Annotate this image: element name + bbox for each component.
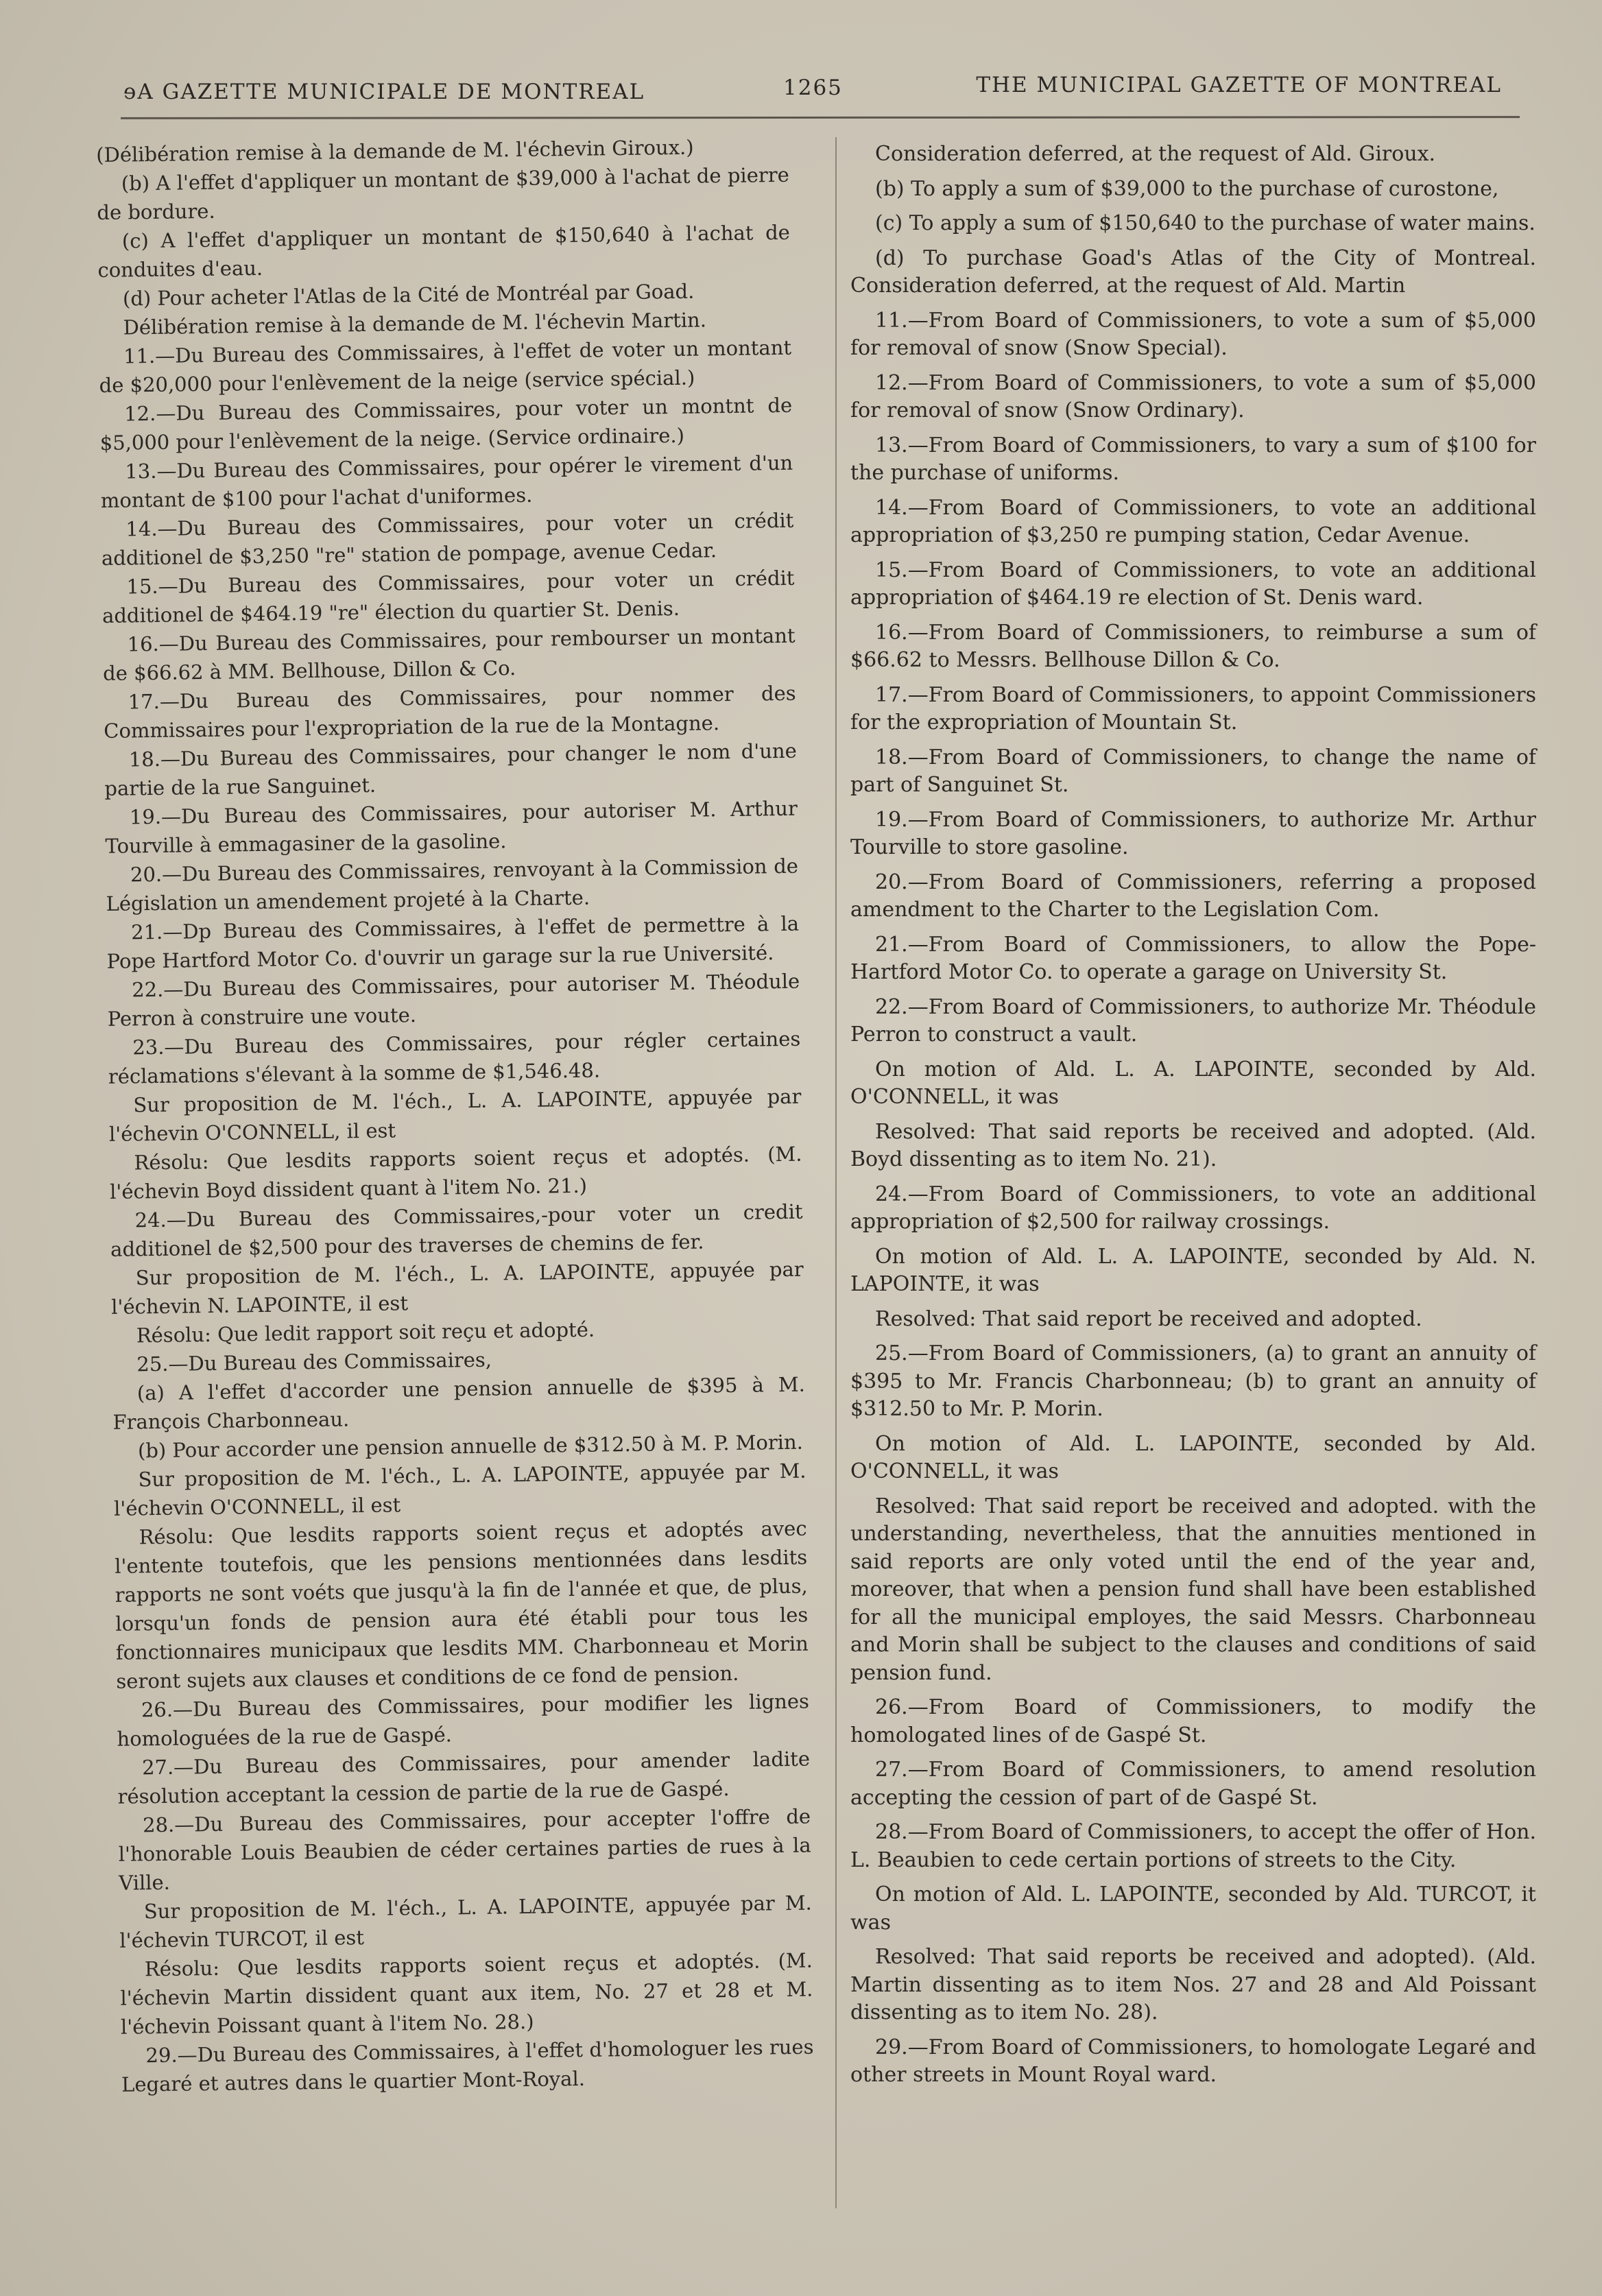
paragraph: 21.—Dp Bureau des Commissaires, à l'effet de permettre à la Pope Hartford Motor Co. d'ouvrir un garage sur la rue Université. (106, 911, 800, 973)
paragraph: 19.—From Board of Commissioners, to authorize Mr. Arthur Tourville to store gasoline. (850, 807, 1536, 859)
paragraph: (a) A l'effet d'accorder une pension annuelle de $395 à M. François Charbonneau. (112, 1372, 806, 1434)
paragraph: Sur proposition de M. l'éch., L. A. LAPOINTE, appuyée par M. l'échevin O'CONNELL, il est (113, 1459, 806, 1520)
paragraph: (b) Pour accorder une pension annuelle de $312.50 à M. P. Morin. (137, 1430, 804, 1463)
paragraph: 16.—From Board of Commissioners, to reimburse a sum of $66.62 to Messrs. Bellhouse Dillon & Co. (850, 620, 1536, 672)
paragraph: 14.—Du Bureau des Commissaires, pour voter un crédit additionel de $3,250 "re" station de pompage, avenue Cedar. (101, 508, 794, 570)
paragraph: 17.—Du Bureau des Commissaires, pour nommer des Commissaires pour l'expropriation de la rue de la Montagne. (104, 681, 796, 743)
paragraph: (b) A l'effet d'appliquer un montant de $39,000 à l'achat de pierre de bordure. (97, 163, 789, 224)
page-header (123, 71, 1502, 112)
paragraph: Sur proposition de M. l'éch., L. A. LAPOINTE, appuyée par l'échevin O'CONNELL, il est (108, 1084, 802, 1146)
paragraph: 15.—From Board of Commissioners, to vote an additional appropriation of $464.19 re election of St. Denis ward. (850, 558, 1536, 610)
paragraph: (c) To apply a sum of $150,640 to the purchase of water mains. (875, 211, 1535, 235)
english-masthead: THE MUNICIPAL GAZETTE OF MONTREAL (976, 73, 1502, 97)
paragraph: Resolved: That said report be received and adopted. with the understanding, nevertheless, that the annuities mentioned in said reports are only voted until the end of the year and, moreover, that when a pension fund shall have been established for all the municipal employes, the said Messrs. Charbonneau and Morin shall be subject to the clauses and conditions of said pension fund. (850, 1494, 1536, 1685)
paragraph: 18.—Du Bureau des Commissaires, pour changer le nom d'une partie de la rue Sanguinet. (104, 739, 797, 800)
paragraph: 28.—Du Bureau des Commissaires, pour accepter l'offre de l'honorable Louis Beaubien de céder certaines parties de rues à la Ville. (118, 1804, 811, 1895)
paragraph: 15.—Du Bureau des Commissaires, pour voter un crédit additionel de $464.19 "re" élection du quartier St. Denis. (101, 566, 795, 627)
paragraph: 24.—From Board of Commissioners, to vote an additional appropriation of $2,500 for railway crossings. (850, 1182, 1536, 1234)
page-number: 1265 (783, 75, 843, 100)
paragraph: 17.—From Board of Commissioners, to appoint Commissioners for the expropriation of Mountain St. (850, 682, 1536, 734)
paragraph: 11.—From Board of Commissioners, to vote a sum of $5,000 for removal of snow (Snow Special). (850, 308, 1536, 360)
paragraph: On motion of Ald. L. A. LAPOINTE, seconded by Ald. O'CONNELL, it was (850, 1057, 1536, 1109)
english-column (850, 141, 1536, 2096)
paragraph: Résolu: Que lesdits rapports soient reçus et adoptés. (M. l'échevin Martin dissident quant aux item, No. 27 et 28 et M. l'échevin Poissant quant à l'item No. 28.) (120, 1948, 813, 2039)
paragraph: 20.—Du Bureau des Commissaires, renvoyant à la Commission de Législation un amendement projeté à la Charte. (106, 854, 799, 916)
paragraph: 22.—From Board of Commissioners, to authorize Mr. Théodule Perron to construct a vault. (850, 994, 1536, 1047)
paragraph: 25.—Du Bureau des Commissaires, (136, 1348, 492, 1376)
paragraph: Resolved: That said reports be received and adopted. (Ald. Boyd dissenting as to item No. 21). (850, 1119, 1536, 1171)
paragraph: Resolved: That said report be received and adopted. (875, 1306, 1422, 1331)
column-divider (835, 137, 837, 2208)
french-masthead: ɘA GAZETTE MUNICIPALE DE MONTREAL (123, 80, 645, 104)
paragraph: Résolu: Que lesdits rapports soient reçus et adoptés avec l'entente toutefois, que les pensions mentionnées dans lesdits rapports ne sont voéts que jusqu'à la fin de l'année et que, de plus, lorsqu'un fonds de pension aura été établi pour tous les fonctionnaires municipaux que lesdits MM. Charbonneau et Morin seront sujets aux clauses et conditions de ce fond de pension. (114, 1516, 809, 1693)
header-rule (121, 116, 1520, 119)
paragraph: 27.—Du Bureau des Commissaires, pour amender ladite résolution acceptant la cession de partie de la rue de Gaspé. (117, 1747, 811, 1808)
paragraph: 27.—From Board of Commissioners, to amend resolution accepting the cession of part of de Gaspé St. (850, 1758, 1536, 1810)
paragraph: 13.—Du Bureau des Commissaires, pour opérer le virement d'un montant de $100 pour l'achat d'uniformes. (100, 451, 793, 512)
french-column (96, 132, 814, 2099)
paragraph: 29.—Du Bureau des Commissaires, à l'effet d'homologuer les rues Legaré et autres dans le quartier Mont-Royal. (121, 2035, 814, 2096)
paragraph: 13.—From Board of Commissioners, to vary a sum of $100 for the purchase of uniforms. (850, 433, 1536, 485)
paragraph: 19.—Du Bureau des Commissaires, pour autoriser M. Arthur Tourville à emmagasiner de la gasoline. (105, 796, 798, 858)
paragraph: On motion of Ald. L. LAPOINTE, seconded by Ald. TURCOT, it was (850, 1882, 1536, 1935)
paragraph: 26.—From Board of Commissioners, to modify the homologated lines of de Gaspé St. (850, 1695, 1536, 1747)
paragraph: 22.—Du Bureau des Commissaires, pour autoriser M. Théodule Perron à construire une voute. (107, 969, 800, 1031)
paragraph: 25.—From Board of Commissioners, (a) to grant an annuity of $395 to Mr. Francis Charbonneau; (b) to grant an annuity of $312.50 to Mr. P. Morin. (850, 1341, 1536, 1421)
paragraph: On motion of Ald. L. A. LAPOINTE, seconded by Ald. N. LAPOINTE, it was (850, 1244, 1536, 1296)
paragraph: Sur proposition de M. l'éch., L. A. LAPOINTE, appuyée par l'échevin N. LAPOINTE, il est (111, 1257, 804, 1319)
paragraph: (c) A l'effet d'appliquer un montant de $150,640 à l'achat de conduites d'eau. (97, 220, 791, 282)
paragraph: Résolu: Que lesdits rapports soient reçus et adoptés. (M. l'échevin Boyd dissident quant à l'item No. 21.) (109, 1142, 802, 1204)
paragraph: 24.—Du Bureau des Commissaires,-pour voter un credit additionel de $2,500 pour des traverses de chemins de fer. (110, 1199, 803, 1261)
paragraph: 12.—From Board of Commissioners, to vote a sum of $5,000 for removal of snow (Snow Ordinary). (850, 370, 1536, 422)
paragraph: (b) To apply a sum of $39,000 to the purchase of curostone, (875, 176, 1499, 201)
paragraph: 14.—From Board of Commissioners, to vote an additional appropriation of $3,250 re pumping station, Cedar Avenue. (850, 495, 1536, 547)
paragraph: (d) Pour acheter l'Atlas de la Cité de Montréal par Goad. (122, 279, 695, 311)
paragraph: 21.—From Board of Commissioners, to allow the Pope-Hartford Motor Co. to operate a garage on University St. (850, 932, 1536, 984)
paragraph: 23.—Du Bureau des Commissaires, pour régler certaines réclamations s'élevant à la somme de $1,546.48. (108, 1027, 801, 1088)
paragraph: Resolved: That said reports be received and adopted). (Ald. Martin dissenting as to item Nos. 27 and 28 and Ald Poissant dissenting as to item No. 28). (850, 1945, 1536, 2024)
paragraph: 16.—Du Bureau des Commissaires, pour rembourser un montant de $66.62 à MM. Bellhouse, Dillon & Co. (102, 623, 796, 685)
paragraph: 12.—Du Bureau des Commissaires, pour voter un montnt de $5,000 pour l'enlèvement de la neige. (Service ordinaire.) (99, 393, 793, 455)
paragraph: 11.—Du Bureau des Commissaires, à l'effet de voter un montant de $20,000 pour l'enlèvement de la neige (service spécial.) (99, 335, 792, 397)
paragraph: 20.—From Board of Commissioners, referring a proposed amendment to the Charter to the Legislation Com. (850, 870, 1536, 922)
paragraph: Sur proposition de M. l'éch., L. A. LAPOINTE, appuyée par M. l'échevin TURCOT, il est (119, 1891, 812, 1952)
paragraph: Délibération remise à la demande de M. l'échevin Martin. (123, 308, 707, 339)
paragraph: 18.—From Board of Commissioners, to change the name of part of Sanguinet St. (850, 745, 1536, 797)
paragraph: 28.—From Board of Commissioners, to accept the offer of Hon. L. Beaubien to cede certain portions of streets to the City. (850, 1820, 1536, 1872)
paragraph: 29.—From Board of Commissioners, to homologate Legaré and other streets in Mount Royal ward. (850, 2035, 1536, 2087)
paragraph: 26.—Du Bureau des Commissaires, pour modifier les lignes homologuées de la rue de Gaspé. (117, 1689, 810, 1751)
paragraph: (d) To purchase Goad's Atlas of the City of Montreal. Consideration deferred, at the request of Ald. Martin (850, 246, 1536, 298)
paragraph: On motion of Ald. L. LAPOINTE, seconded by Ald. O'CONNELL, it was (850, 1431, 1536, 1483)
paragraph: (Délibération remise à la demande de M. l'échevin Giroux.) (96, 135, 694, 167)
paragraph: Résolu: Que ledit rapport soit reçu et adopté. (136, 1317, 595, 1348)
paragraph: Consideration deferred, at the request of Ald. Giroux. (875, 142, 1436, 166)
